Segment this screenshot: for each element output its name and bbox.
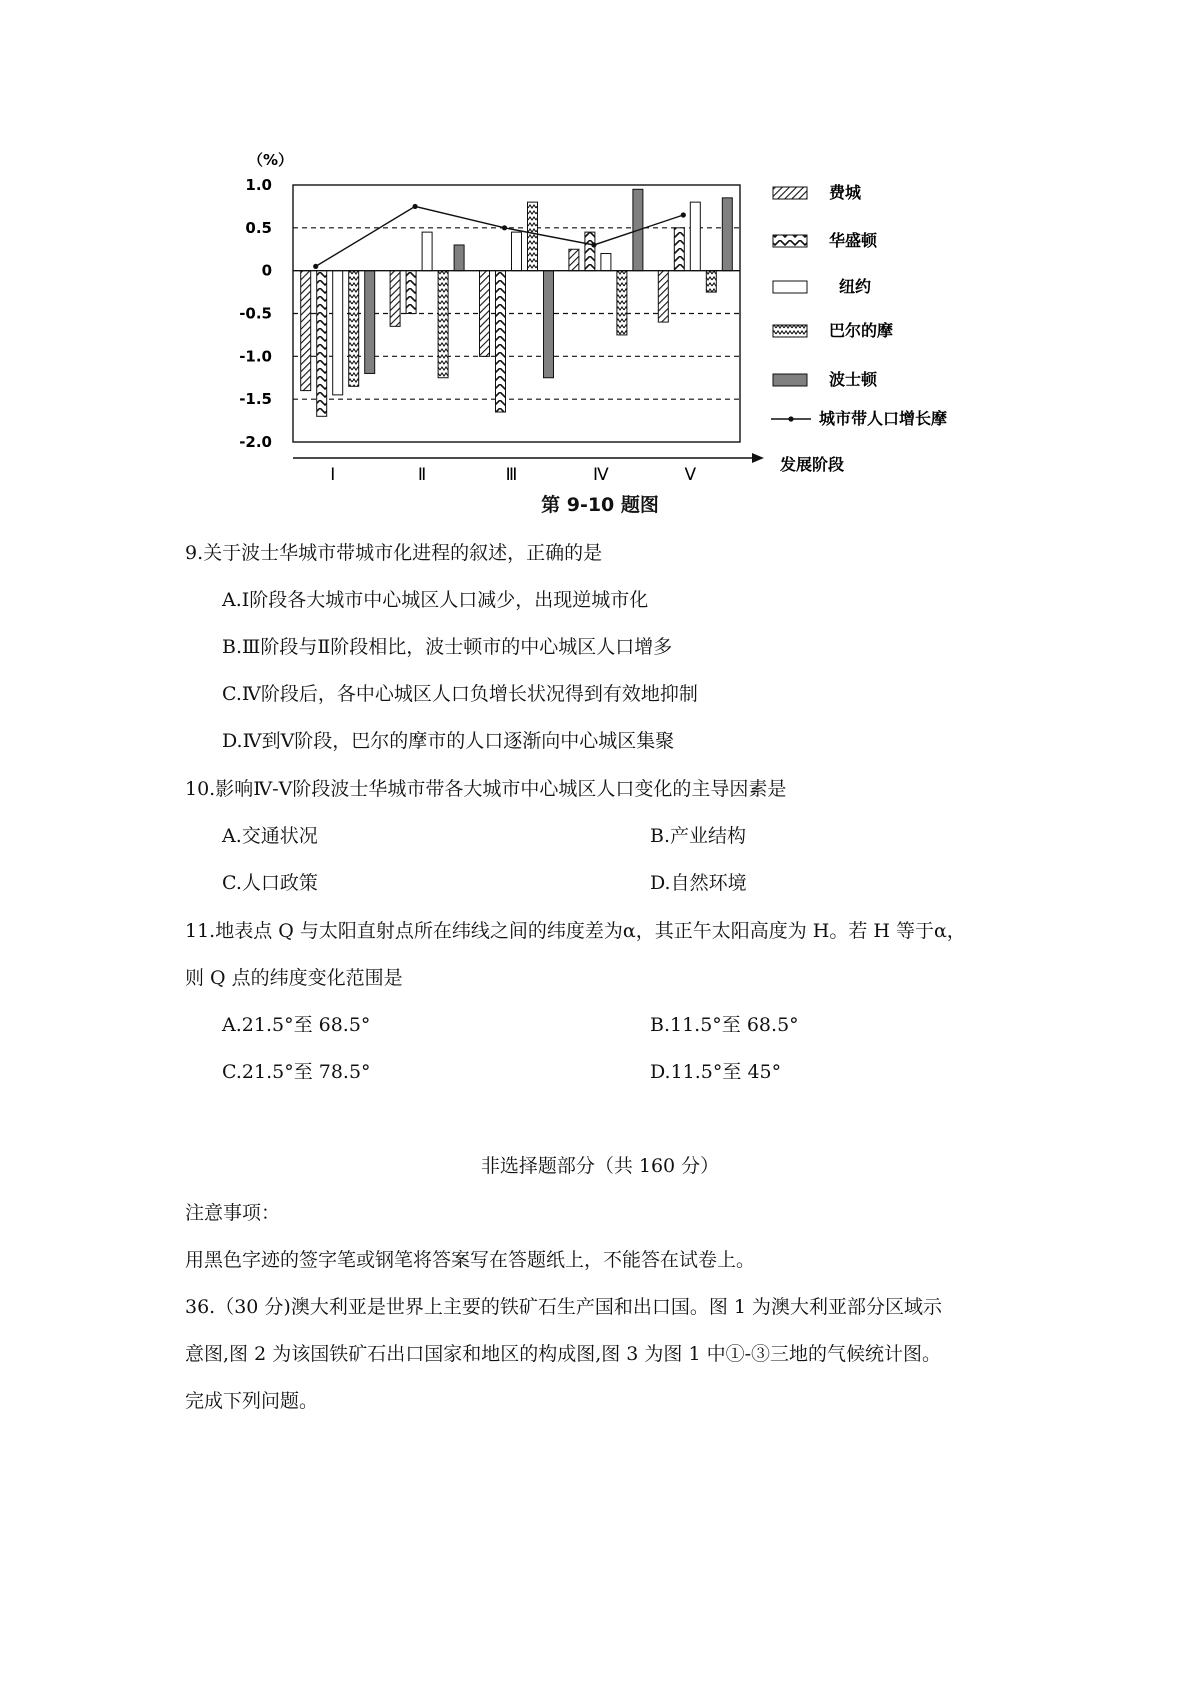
question-10-option-b: B.产业结构 xyxy=(650,825,747,847)
question-11-option-c: C.21.5°至 78.5° xyxy=(222,1061,371,1083)
y-tick-label: -1.5 xyxy=(239,390,272,409)
bar-巴尔的摩 xyxy=(349,271,359,387)
x-tick-label: Ⅴ xyxy=(684,465,697,485)
legend-label: 城市带人口增长摩 xyxy=(819,409,948,428)
bar-纽约 xyxy=(422,232,432,271)
question-10-option-c: C.人口政策 xyxy=(222,872,318,894)
bar-纽约 xyxy=(333,271,343,395)
bar-费城 xyxy=(301,271,311,391)
chart-svg xyxy=(0,0,1200,500)
legend-label: 费城 xyxy=(829,183,862,202)
bar-波士顿 xyxy=(365,271,375,374)
population-chart xyxy=(0,0,1200,500)
trend-polyline xyxy=(316,206,684,266)
bar-华盛顿 xyxy=(317,271,327,417)
notice-label: 注意事项： xyxy=(185,1202,281,1224)
y-tick-label: 0 xyxy=(261,261,272,280)
bar-华盛顿 xyxy=(674,228,684,271)
bar-纽约 xyxy=(512,232,522,271)
question-9-option-a: A.Ⅰ阶段各大城市中心城区人口减少，出现逆城市化 xyxy=(222,589,649,611)
question-11-option-a: A.21.5°至 68.5° xyxy=(222,1014,371,1036)
notice-text: 用黑色字迹的签字笔或钢笔将答案写在答题纸上，不能答在试卷上。 xyxy=(185,1249,756,1271)
x-tick-label: Ⅰ xyxy=(330,465,336,485)
question-11-stem: 11.地表点 Q 与太阳直射点所在纬线之间的纬度差为α，其正午太阳高度为 H。若 H 等于α， xyxy=(185,920,966,942)
question-9-option-b: B.Ⅲ阶段与Ⅱ阶段相比，波士顿市的中心城区人口增多 xyxy=(222,636,673,658)
x-tick-label: Ⅱ xyxy=(417,465,427,485)
question-9-option-d: D.Ⅳ到Ⅴ阶段，巴尔的摩市的人口逐渐向中心城区集聚 xyxy=(222,730,675,752)
figure-caption: 第 9-10 题图 xyxy=(541,494,659,516)
x-axis-arrow xyxy=(752,453,764,463)
bar-华盛顿 xyxy=(496,271,506,412)
trend-point xyxy=(502,225,507,230)
legend-swatch xyxy=(773,281,807,293)
legend-label: 纽约 xyxy=(839,277,872,296)
legend-swatch xyxy=(773,187,807,199)
x-axis-label: 发展阶段 xyxy=(780,455,845,474)
y-axis-unit: （%） xyxy=(248,151,294,169)
question-10-option-a: A.交通状况 xyxy=(222,825,318,847)
bar-巴尔的摩 xyxy=(706,271,716,292)
legend-label: 波士顿 xyxy=(829,370,878,389)
bar-波士顿 xyxy=(722,198,732,271)
question-36-line-2: 意图,图 2 为该国铁矿石出口国家和地区的构成图,图 3 为图 1 中①-③三地的气候统计图。 xyxy=(185,1343,942,1365)
bar-巴尔的摩 xyxy=(528,202,538,271)
bars xyxy=(301,189,733,416)
trend-point xyxy=(681,212,686,217)
bar-费城 xyxy=(480,271,490,357)
bar-华盛顿 xyxy=(585,232,595,271)
trend-point xyxy=(413,204,418,209)
bar-纽约 xyxy=(601,254,611,271)
question-11-option-b: B.11.5°至 68.5° xyxy=(650,1014,799,1036)
legend xyxy=(771,183,947,428)
bar-华盛顿 xyxy=(406,271,416,314)
bar-费城 xyxy=(569,249,579,270)
x-axis xyxy=(293,453,844,485)
legend-swatch xyxy=(773,235,807,247)
bar-纽约 xyxy=(690,202,700,271)
trend-line xyxy=(313,204,686,269)
bar-波士顿 xyxy=(454,245,464,271)
y-tick-label: -0.5 xyxy=(239,304,272,323)
legend-label: 巴尔的摩 xyxy=(829,321,894,340)
y-tick-label: -2.0 xyxy=(239,433,272,451)
bar-波士顿 xyxy=(544,271,554,378)
legend-swatch xyxy=(773,325,807,337)
bar-费城 xyxy=(390,271,400,327)
question-36-line-1: 36.（30 分)澳大利亚是世界上主要的铁矿石生产国和出口国。图 1 为澳大利亚部分区域示 xyxy=(185,1296,943,1318)
legend-label: 华盛顿 xyxy=(829,231,878,250)
bar-费城 xyxy=(658,271,668,322)
y-tick-label: -1.0 xyxy=(239,347,272,366)
bar-巴尔的摩 xyxy=(438,271,448,378)
question-11-stem-continued: 则 Q 点的纬度变化范围是 xyxy=(185,967,403,989)
question-9-option-c: C.Ⅳ阶段后，各中心城区人口负增长状况得到有效地抑制 xyxy=(222,683,698,705)
question-10-option-d: D.自然环境 xyxy=(650,872,747,894)
trend-point xyxy=(313,264,318,269)
bar-巴尔的摩 xyxy=(617,271,627,335)
question-10-stem: 10.影响Ⅳ-Ⅴ阶段波士华城市带各大城市中心城区人口变化的主导因素是 xyxy=(185,778,787,800)
question-9-stem: 9.关于波士华城市带城市化进程的叙述，正确的是 xyxy=(185,542,603,564)
x-tick-label: Ⅲ xyxy=(505,465,518,485)
legend-swatch xyxy=(773,374,807,386)
trend-point xyxy=(591,242,596,247)
question-36-line-3: 完成下列问题。 xyxy=(185,1390,319,1412)
question-11-option-d: D.11.5°至 45° xyxy=(650,1061,782,1083)
y-tick-label: 0.5 xyxy=(245,218,272,237)
legend-line-dot xyxy=(788,416,793,421)
y-tick-label: 1.0 xyxy=(245,176,272,194)
y-tick-labels xyxy=(239,176,272,451)
section-title: 非选择题部分（共 160 分） xyxy=(480,1155,720,1177)
x-tick-label: Ⅳ xyxy=(593,465,609,485)
